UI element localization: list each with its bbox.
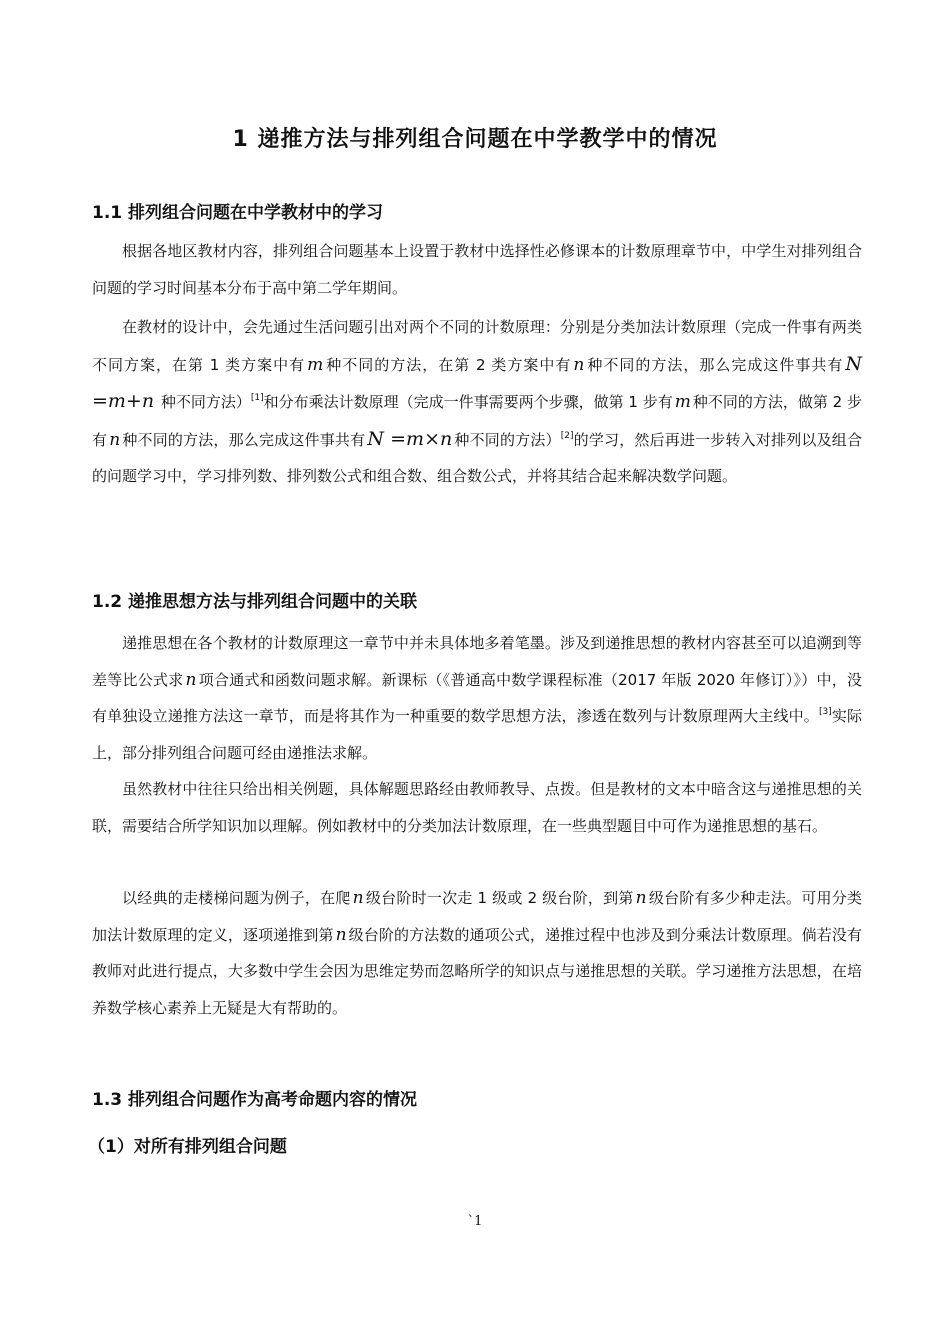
math-n: n (635, 888, 647, 908)
page-title: 1 递推方法与排列组合问题在中学教学中的情况 (232, 127, 718, 152)
math-m: m (674, 392, 691, 412)
math-n: n (352, 888, 364, 908)
subsection-heading-1: （1）对所有排列组合问题 (88, 1137, 287, 1157)
citation-ref: [2] (560, 430, 574, 441)
page-number: `1 (467, 1214, 483, 1229)
math-n: n (185, 669, 197, 690)
formula-sum: N =m+n (92, 352, 862, 412)
math-n: n (573, 354, 585, 375)
math-n: n (109, 429, 121, 450)
paragraph-1-1-2: 在教材的设计中，会先通过生活问题引出对两个不同的计数原理：分别是分类加法计数原理（完成一件事有两类不同方案，在第 1 类方案中有 m 种不同的方法，在第 2 类方案中有 n 种不同的方法，那么完成这件事共有 N =m+n 种不同方法）[1]和分布乘法计数原理（完成一件事需要两个步骤，做第 1 步有 m 种不同的方法，做第 2 步有 n 种不同的方法，那么完成这件事共有 N =m×n 种不同的方法）[2]的学习，然后再进一步转入对排列以及组合的问题学习中，学习排列数、排列数公式和组合数、组合数公式，并将其结合起来解决数学问题。 (92, 318, 862, 485)
paragraph-1-2-2: 虽然教材中往往只给出相关例题，具体解题思路经由教师教导、点拨。但是教材的文本中暗含这与递推思想的关联，需要结合所学知识加以理解。例如教材中的分类加法计数原理，在一些典型题目中可作为递推思想的基石。 (92, 780, 862, 835)
paragraph-1-1-1: 根据各地区教材内容，排列组合问题基本上设置于教材中选择性必修课本的计数原理章节中，中学生对排列组合问题的学习时间基本分布于高中第二学年期间。 (92, 242, 862, 297)
paragraph-1-2-3: 以经典的走楼梯问题为例子，在爬 n 级台阶时一次走 1 级或 2 级台阶，到第 n 级台阶有多少种走法。可用分类加法计数原理的定义，逐项递推到第 n 级台阶的方法数的通项公式，递推过程中也涉及到分乘法计数原理。倘若没有教师对此进行提点，大多数中学生会因为思维定势而忽略所学的知识点与递推思想的关联。学习递推方法思想，在培养数学核心素养上无疑是大有帮助的。 (92, 888, 862, 1017)
section-heading-1-2: 1.2 递推思想方法与排列组合问题中的关联 (92, 592, 418, 612)
formula-product: N =m×n (367, 427, 453, 450)
section-heading-1-1: 1.1 排列组合问题在中学教材中的学习 (92, 203, 384, 223)
citation-ref: [1] (250, 393, 264, 403)
paragraph-1-2-1: 递推思想在各个教材的计数原理这一章节中并未具体地多着笔墨。涉及到递推思想的教材内容甚至可以追溯到等差等比公式求 n 项合通式和函数问题求解。新课标（《普通高中数学课程标准（2017 年版 2020 年修订）》）中，没有单独设立递推方法这一章节，而是将其作为一种重要的数学思想方法，渗透在数列与计数原理两大主线中。[3]实际上，部分排列组合问题可经由递推法求解。 (92, 634, 862, 762)
citation-ref: [3] (818, 707, 832, 717)
section-heading-1-3: 1.3 排列组合问题作为高考命题内容的情况 (92, 1090, 418, 1110)
math-m: m (307, 354, 324, 375)
math-n: n (335, 924, 347, 945)
